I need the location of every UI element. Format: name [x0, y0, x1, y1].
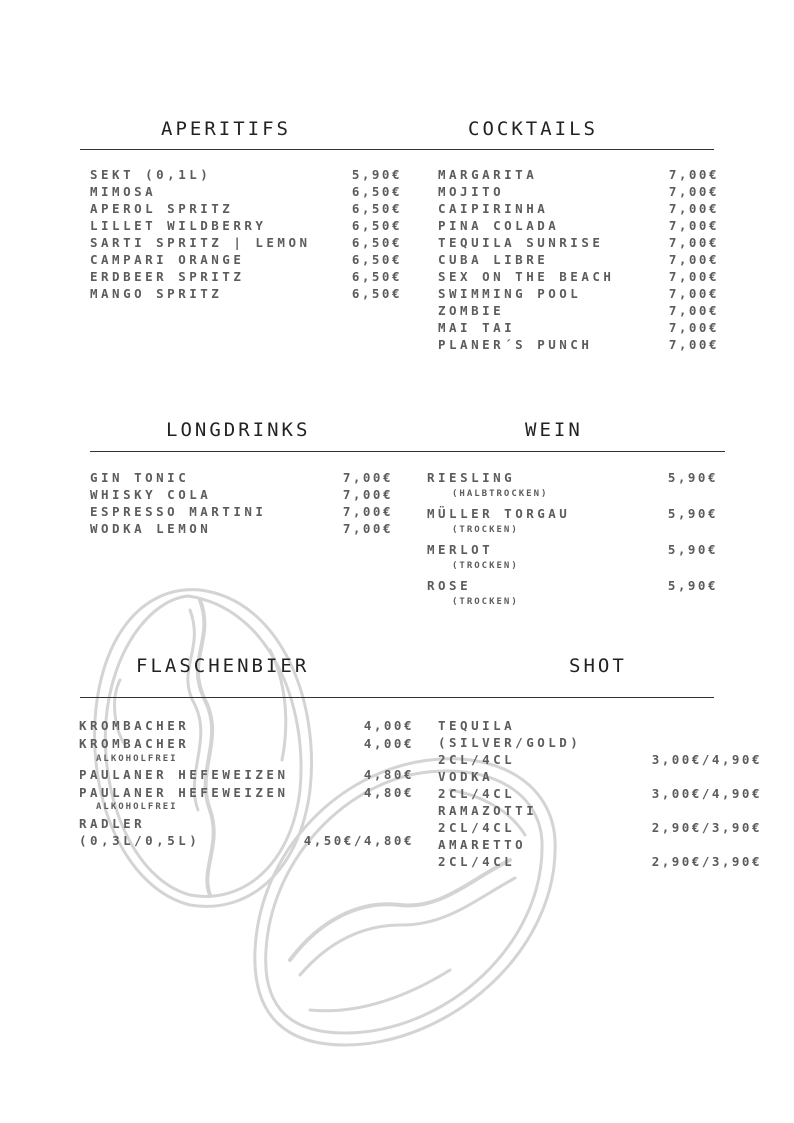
flaschenbier-item-name: PAULANER HEFEWEIZEN — [79, 767, 289, 782]
aperitifs-item-name: ERDBEER SPRITZ — [90, 269, 245, 284]
longdrinks-item-price: 7,00€ — [342, 521, 393, 536]
cocktails-item-name: SEX ON THE BEACH — [438, 269, 615, 284]
flaschenbier-item-note: ALKOHOLFREI — [96, 754, 178, 764]
longdrinks-item-price: 7,00€ — [342, 504, 393, 519]
wein-item-name: RIESLING — [427, 470, 516, 485]
aperitifs-item-name: SEKT (0,1L) — [90, 167, 212, 182]
wein-item-name: ROSE — [427, 578, 472, 593]
aperitifs-item-name: SARTI SPRITZ | LEMON — [90, 235, 311, 250]
cocktails-item-price: 7,00€ — [668, 218, 719, 233]
aperitifs-item-price: 6,50€ — [351, 201, 402, 216]
cocktails-item-name: ZOMBIE — [438, 303, 505, 318]
aperitifs-item-price: 5,90€ — [351, 167, 402, 182]
shot-line: 2CL/4CL — [438, 854, 516, 869]
aperitifs-item-name: CAMPARI ORANGE — [90, 252, 245, 267]
flaschenbier-item-price: 4,00€ — [363, 718, 414, 733]
flaschenbier-item-name: KROMBACHER — [79, 736, 190, 751]
shot-price: 2,90€/3,90€ — [651, 820, 762, 835]
flaschenbier-item-price: 4,00€ — [363, 736, 414, 751]
wein-item-price: 5,90€ — [667, 470, 718, 485]
aperitifs-item-price: 6,50€ — [351, 286, 402, 301]
wein-item-price: 5,90€ — [667, 578, 718, 593]
aperitifs-item-name: LILLET WILDBERRY — [90, 218, 267, 233]
longdrinks-item-price: 7,00€ — [342, 470, 393, 485]
aperitifs-divider — [80, 149, 410, 150]
shot-line: VODKA — [438, 769, 494, 784]
aperitifs-item-price: 6,50€ — [351, 184, 402, 199]
cocktails-item-price: 7,00€ — [668, 252, 719, 267]
flaschenbier-heading: FLASCHENBIER — [136, 655, 310, 677]
cocktails-item-name: CAIPIRINHA — [438, 201, 549, 216]
shot-price: 3,00€/4,90€ — [651, 786, 762, 801]
cocktails-item-price: 7,00€ — [668, 167, 719, 182]
cocktails-item-price: 7,00€ — [668, 320, 719, 335]
cocktails-item-name: PINA COLADA — [438, 218, 560, 233]
wein-item-price: 5,90€ — [667, 506, 718, 521]
wein-item-note: (TROCKEN) — [452, 597, 519, 607]
flaschenbier-item-price: 4,80€ — [363, 785, 414, 800]
wein-item-name: MERLOT — [427, 542, 494, 557]
cocktails-item-name: CUBA LIBRE — [438, 252, 549, 267]
cocktails-item-name: SWIMMING POOL — [438, 286, 582, 301]
shot-line: AMARETTO — [438, 837, 527, 852]
longdrinks-item-name: WHISKY COLA — [90, 487, 212, 502]
shot-price: 2,90€/3,90€ — [651, 854, 762, 869]
longdrinks-item-name: WODKA LEMON — [90, 521, 212, 536]
wein-item-note: (TROCKEN) — [452, 525, 519, 535]
cocktails-divider — [410, 149, 714, 150]
cocktails-item-name: MOJITO — [438, 184, 505, 199]
longdrinks-item-name: ESPRESSO MARTINI — [90, 504, 267, 519]
wein-item-note: (HALBTROCKEN) — [452, 489, 549, 499]
cocktails-item-price: 7,00€ — [668, 337, 719, 352]
longdrinks-item-price: 7,00€ — [342, 487, 393, 502]
wein-divider — [410, 451, 725, 452]
cocktails-item-name: TEQUILA SUNRISE — [438, 235, 604, 250]
cocktails-heading: COCKTAILS — [468, 118, 598, 140]
cocktails-item-price: 7,00€ — [668, 303, 719, 318]
aperitifs-item-name: APEROL SPRITZ — [90, 201, 234, 216]
cocktails-item-price: 7,00€ — [668, 201, 719, 216]
aperitifs-item-price: 6,50€ — [351, 235, 402, 250]
flaschenbier-item-note: ALKOHOLFREI — [96, 802, 178, 812]
shot-heading: SHOT — [569, 655, 627, 677]
flaschenbier-item-price: 4,80€ — [363, 767, 414, 782]
cocktails-item-name: MARGARITA — [438, 167, 538, 182]
aperitifs-item-price: 6,50€ — [351, 252, 402, 267]
shot-price: 3,00€/4,90€ — [651, 752, 762, 767]
wein-heading: WEIN — [525, 419, 583, 441]
aperitifs-item-name: MANGO SPRITZ — [90, 286, 223, 301]
aperitifs-item-name: MIMOSA — [90, 184, 157, 199]
longdrinks-item-name: GIN TONIC — [90, 470, 190, 485]
wein-item-name: MÜLLER TORGAU — [427, 506, 571, 521]
aperitifs-heading: APERITIFS — [161, 118, 291, 140]
wein-item-price: 5,90€ — [667, 542, 718, 557]
cocktails-item-price: 7,00€ — [668, 269, 719, 284]
aperitifs-item-price: 6,50€ — [351, 269, 402, 284]
cocktails-item-price: 7,00€ — [668, 184, 719, 199]
cocktails-item-price: 7,00€ — [668, 235, 719, 250]
wein-item-note: (TROCKEN) — [452, 561, 519, 571]
cocktails-item-name: PLANER´S PUNCH — [438, 337, 593, 352]
flaschenbier-item-name: PAULANER HEFEWEIZEN — [79, 785, 289, 800]
shot-line: 2CL/4CL — [438, 820, 516, 835]
shot-line: (SILVER/GOLD) — [438, 735, 582, 750]
shot-line: RAMAZOTTI — [438, 803, 538, 818]
longdrinks-heading: LONGDRINKS — [166, 419, 311, 441]
longdrinks-divider — [90, 451, 410, 452]
shot-divider — [410, 697, 714, 698]
flaschenbier-item-name-line2: (0,3L/0,5L) — [79, 833, 201, 848]
cocktails-item-price: 7,00€ — [668, 286, 719, 301]
cocktails-item-name: MAI TAI — [438, 320, 516, 335]
shot-line: 2CL/4CL — [438, 786, 516, 801]
aperitifs-item-price: 6,50€ — [351, 218, 402, 233]
shot-line: 2CL/4CL — [438, 752, 516, 767]
flaschenbier-item-name: RADLER — [79, 816, 146, 831]
flaschenbier-divider — [80, 697, 410, 698]
flaschenbier-item-price: 4,50€/4,80€ — [303, 833, 414, 848]
shot-line: TEQUILA — [438, 718, 516, 733]
flaschenbier-item-name: KROMBACHER — [79, 718, 190, 733]
